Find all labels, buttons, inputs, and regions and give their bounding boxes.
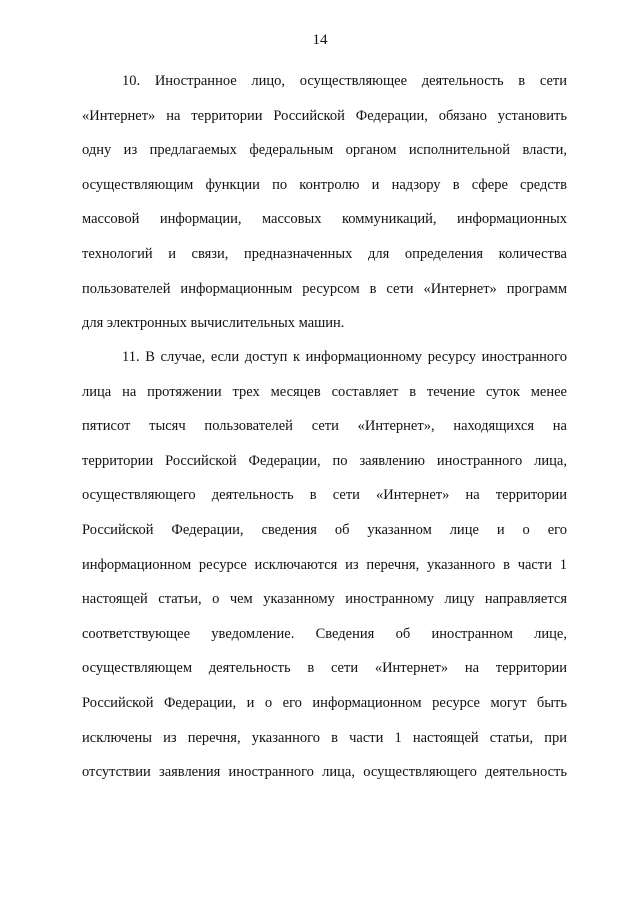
paragraph-10 — [82, 71, 567, 348]
paragraph-line: массовой информации, массовых коммуникаций, информационных — [82, 211, 567, 228]
paragraph-line: информационном ресурсе исключаются из перечня, указанного в части 1 — [82, 556, 567, 573]
paragraph-line: «Интернет» на территории Российской Федерации, обязано установить — [82, 107, 567, 124]
paragraph-line: соответствующее уведомление. Сведения об иностранном лице, — [82, 625, 567, 642]
paragraph-line: пользователей информационным ресурсом в сети «Интернет» программ — [82, 280, 567, 297]
paragraph-line: осуществляющем деятельность в сети «Интернет» на территории — [82, 660, 567, 677]
paragraph-line: настоящей статьи, о чем указанному иностранному лицу направляется — [82, 591, 567, 608]
paragraph-line: Российской Федерации, и о его информационном ресурсе могут быть — [82, 694, 567, 711]
paragraph-line: 11. В случае, если доступ к информационному ресурсу иностранного — [122, 349, 567, 365]
paragraph-line: одну из предлагаемых федеральным органом исполнительной власти, — [82, 142, 567, 159]
page-number: 14 — [312, 32, 328, 48]
paragraph-line: отсутствии заявления иностранного лица, осуществляющего деятельность — [82, 764, 567, 781]
paragraph-line: технологий и связи, предназначенных для определения количества — [82, 245, 567, 262]
paragraph-11 — [82, 347, 567, 797]
paragraph-line: для электронных вычислительных машин. — [82, 315, 345, 332]
paragraph-line: осуществляющего деятельность в сети «Интернет» на территории — [82, 487, 567, 504]
paragraph-line: осуществляющим функции по контролю и надзору в сфере средств — [82, 176, 567, 193]
paragraph-line: Российской Федерации, сведения об указанном лице и о его — [82, 521, 567, 538]
paragraph-line: 10. Иностранное лицо, осуществляющее деятельность в сети — [122, 73, 567, 89]
paragraph-line: территории Российской Федерации, по заявлению иностранного лица, — [82, 452, 567, 469]
paragraph-line: пятисот тысяч пользователей сети «Интернет», находящихся на — [82, 418, 567, 435]
paragraph-line: исключены из перечня, указанного в части 1 настоящей статьи, при — [82, 729, 567, 746]
paragraph-line: лица на протяжении трех месяцев составляет в течение суток менее — [82, 383, 567, 400]
